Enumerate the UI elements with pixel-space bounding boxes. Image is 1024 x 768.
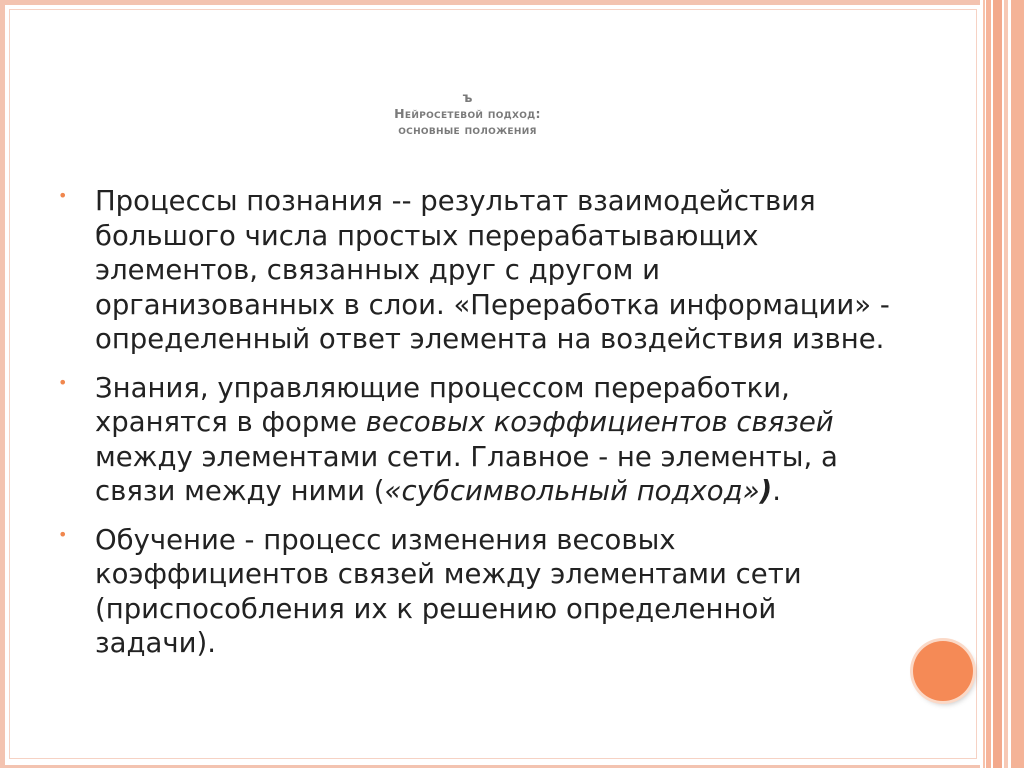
bullet-item <box>58 184 898 357</box>
bullet-text: . <box>772 475 781 507</box>
right-decorative-stripe <box>1011 0 1024 768</box>
bullet-text: Знания, управляющие процессом переработки, хранятся в форме <box>95 371 790 438</box>
bullet-text-bold: ) <box>759 475 773 507</box>
bullet-item <box>58 371 898 509</box>
right-decorative-stripe <box>983 0 985 768</box>
title-line-2: основные положения <box>398 121 537 137</box>
title-line-1: Нейросетевой подход: <box>394 106 541 121</box>
inner-frame-left-line <box>9 9 10 759</box>
right-decorative-stripe <box>986 0 991 768</box>
bullet-text: Обучение - процесс изменения весовых коэффициентов связей между элементами сети (приспособления их к решению определенной задачи). <box>95 523 802 659</box>
inner-frame-top-line <box>9 9 977 10</box>
bullet-icon: • <box>58 372 68 392</box>
bullet-item <box>58 523 898 661</box>
title-mark: ъ <box>462 91 473 106</box>
right-decorative-stripe <box>993 0 1002 768</box>
bullet-text: Процессы познания -- результат взаимодействия большого числа простых перерабатывающих элементов, связанных друг с другом и организованных в слои. «Переработка информации» - определенный ответ элемента на воздействия извне. <box>95 185 890 355</box>
frame-top-border <box>0 0 980 5</box>
bullet-text: между элементами сети. Главное - не элементы, а связи между ними ( <box>95 440 838 507</box>
bullet-icon: • <box>58 186 68 205</box>
right-decorative-stripe <box>1004 0 1008 768</box>
frame-left-border <box>0 0 5 768</box>
bullet-text-emphasis: весовых коэффициентов связей <box>365 406 834 438</box>
bullet-text-emphasis: «субсимвольный подход» <box>384 475 760 507</box>
bullet-icon: • <box>58 524 68 544</box>
bullet-list <box>58 184 898 675</box>
slide-title <box>200 92 735 137</box>
decorative-circle-icon <box>913 641 973 701</box>
inner-frame-bottom-line <box>9 758 977 759</box>
inner-frame-right-line <box>976 9 977 759</box>
